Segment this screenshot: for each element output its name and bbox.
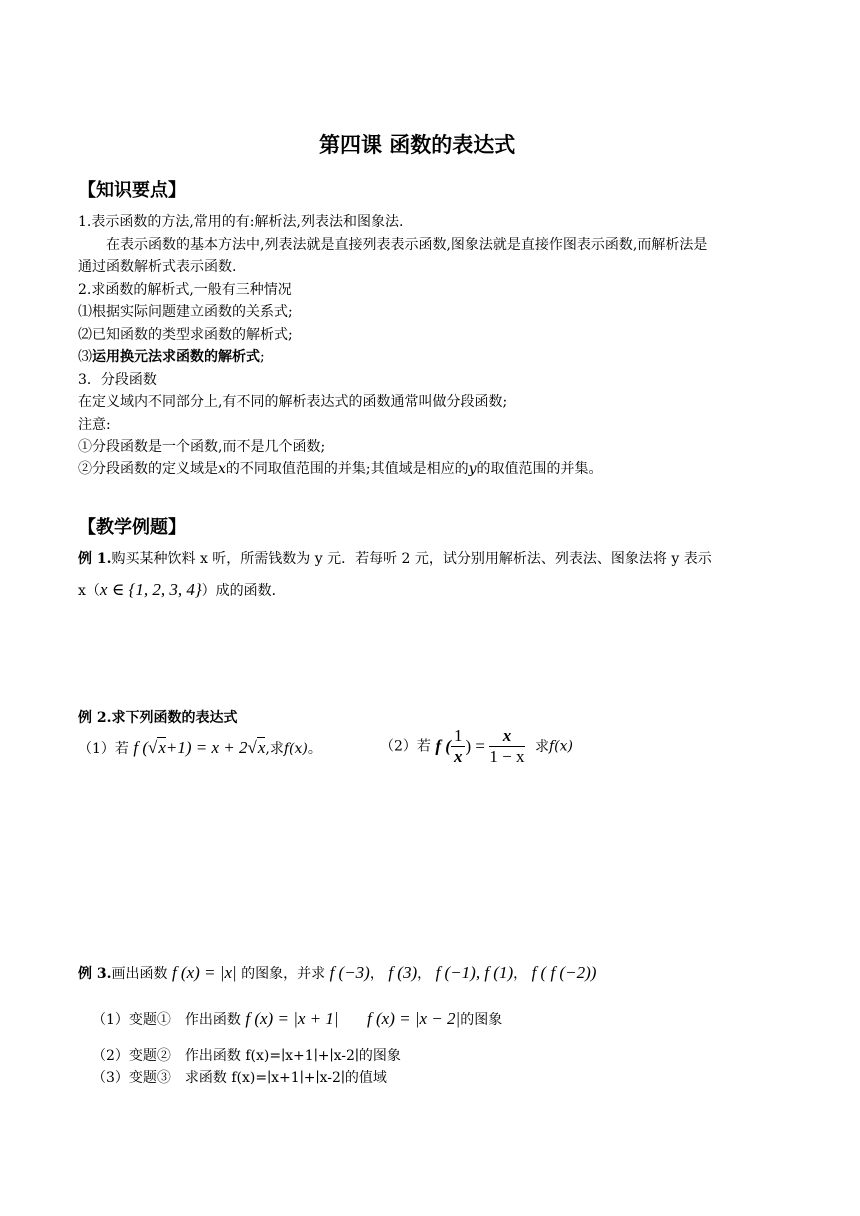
text: 画出函数 [111, 966, 168, 982]
math-formula: f ( f (−2)) [531, 963, 597, 982]
numerator: x [489, 726, 524, 747]
paragraph: 1.表示函数的方法,常用的有:解析法,列表法和图象法. [78, 214, 404, 230]
list-item: ⑴根据实际问题建立函数的关系式; [78, 304, 293, 320]
math-formula: f (−1), f (1) [435, 963, 514, 982]
text: （1）变题① 作出函数 [92, 1012, 241, 1028]
section-heading-knowledge: 【知识要点】 [78, 180, 186, 201]
text: 的取值范围的并集。 [476, 461, 603, 477]
example-2-part2 [380, 726, 573, 767]
example-2-label: 例 2.求下列函数的表达式 [78, 710, 238, 726]
text: ,求 [265, 741, 284, 757]
sqrt-radicand: x [158, 738, 166, 757]
text: （2）若 [380, 738, 431, 755]
list-marker: ⑶ [78, 349, 92, 365]
math-part: f ( [435, 736, 451, 756]
example-1 [78, 549, 712, 569]
text: 求 [534, 738, 549, 755]
math-formula: f (√x+1) = x + 2√x [133, 738, 266, 757]
text: x（ [78, 583, 100, 599]
punctuation: ; [260, 349, 265, 365]
text: ）成的函数． [201, 583, 286, 599]
math-formula: f (−3) [329, 963, 370, 982]
text: 的图象，并求 [241, 966, 326, 982]
bold-text: 运用换元法求函数的解析式 [92, 349, 260, 365]
math-set: x ∈ {1, 2, 3, 4} [99, 580, 202, 599]
math-var: f(x) [283, 741, 308, 757]
list-item: ⑵已知函数的类型求函数的解析式; [78, 327, 293, 343]
example-label: 例 3. [78, 966, 112, 982]
paragraph: 3．分段函数 [78, 372, 157, 388]
example-1-line2 [78, 580, 286, 601]
section-heading-examples: 【教学例题】 [78, 517, 186, 538]
fraction [451, 726, 466, 767]
text: ②分段函数的定义域是 [78, 461, 218, 477]
example-2-part1 [78, 738, 322, 759]
math-part: ) = [465, 736, 485, 756]
sqrt-radicand: x [257, 738, 266, 757]
math-var: y [468, 461, 477, 477]
list-item [78, 459, 603, 479]
math-formula: f (x) = |x − 2| [367, 1009, 461, 1028]
text: 的不同取值范围的并集;其值域是相应的 [225, 461, 469, 477]
text: 。 [307, 741, 322, 757]
paragraph: 注意: [78, 417, 111, 433]
denominator: 1 − x [489, 747, 525, 766]
punctuation: ， [513, 966, 528, 982]
variant-2: （2）变题② 作出函数 f(x)=∣x+1∣+∣x-2∣的图象 [92, 1048, 401, 1064]
example-label: 例 1. [78, 551, 112, 567]
paragraph: 在表示函数的基本方法中,列表法就是直接列表表示函数,图象法就是直接作图表示函数,而解析法是 [106, 237, 708, 253]
page-title: 第四课 函数的表达式 [319, 133, 516, 157]
paragraph: 通过函数解析式表示函数. [78, 259, 237, 275]
math-formula: f (x) = |x + 1| [245, 1009, 339, 1028]
math-var: f(x) [548, 738, 573, 755]
text: 的图象 [460, 1012, 503, 1028]
paragraph: 在定义域内不同部分上,有不同的解析表达式的函数通常叫做分段函数; [78, 394, 508, 410]
math-formula: f (x) = |x| [171, 963, 237, 982]
example-text: 购买某种饮料 x 听，所需钱数为 y 元．若每听 2 元，试分别用解析法、列表法、图象法将 y 表示 [111, 551, 712, 567]
math-part: +1) = x + 2 [165, 738, 248, 757]
variant-1 [92, 1009, 502, 1030]
variant-3: （3）变题③ 求函数 f(x)=∣x+1∣+∣x-2∣的值域 [92, 1070, 387, 1086]
numerator: 1 [451, 726, 466, 747]
example-3 [78, 963, 596, 984]
math-part: f ( [133, 738, 149, 757]
punctuation: ， [369, 966, 384, 982]
list-item: ①分段函数是一个函数,而不是几个函数; [78, 439, 326, 455]
punctuation: ， [417, 966, 432, 982]
math-formula: f (3) [388, 963, 418, 982]
math-var: x [218, 461, 226, 477]
denominator: x [453, 747, 463, 766]
fraction [489, 726, 524, 767]
list-item [78, 347, 265, 367]
text: （1）若 [78, 741, 129, 757]
paragraph: 2.求函数的解析式,一般有三种情况 [78, 282, 292, 298]
